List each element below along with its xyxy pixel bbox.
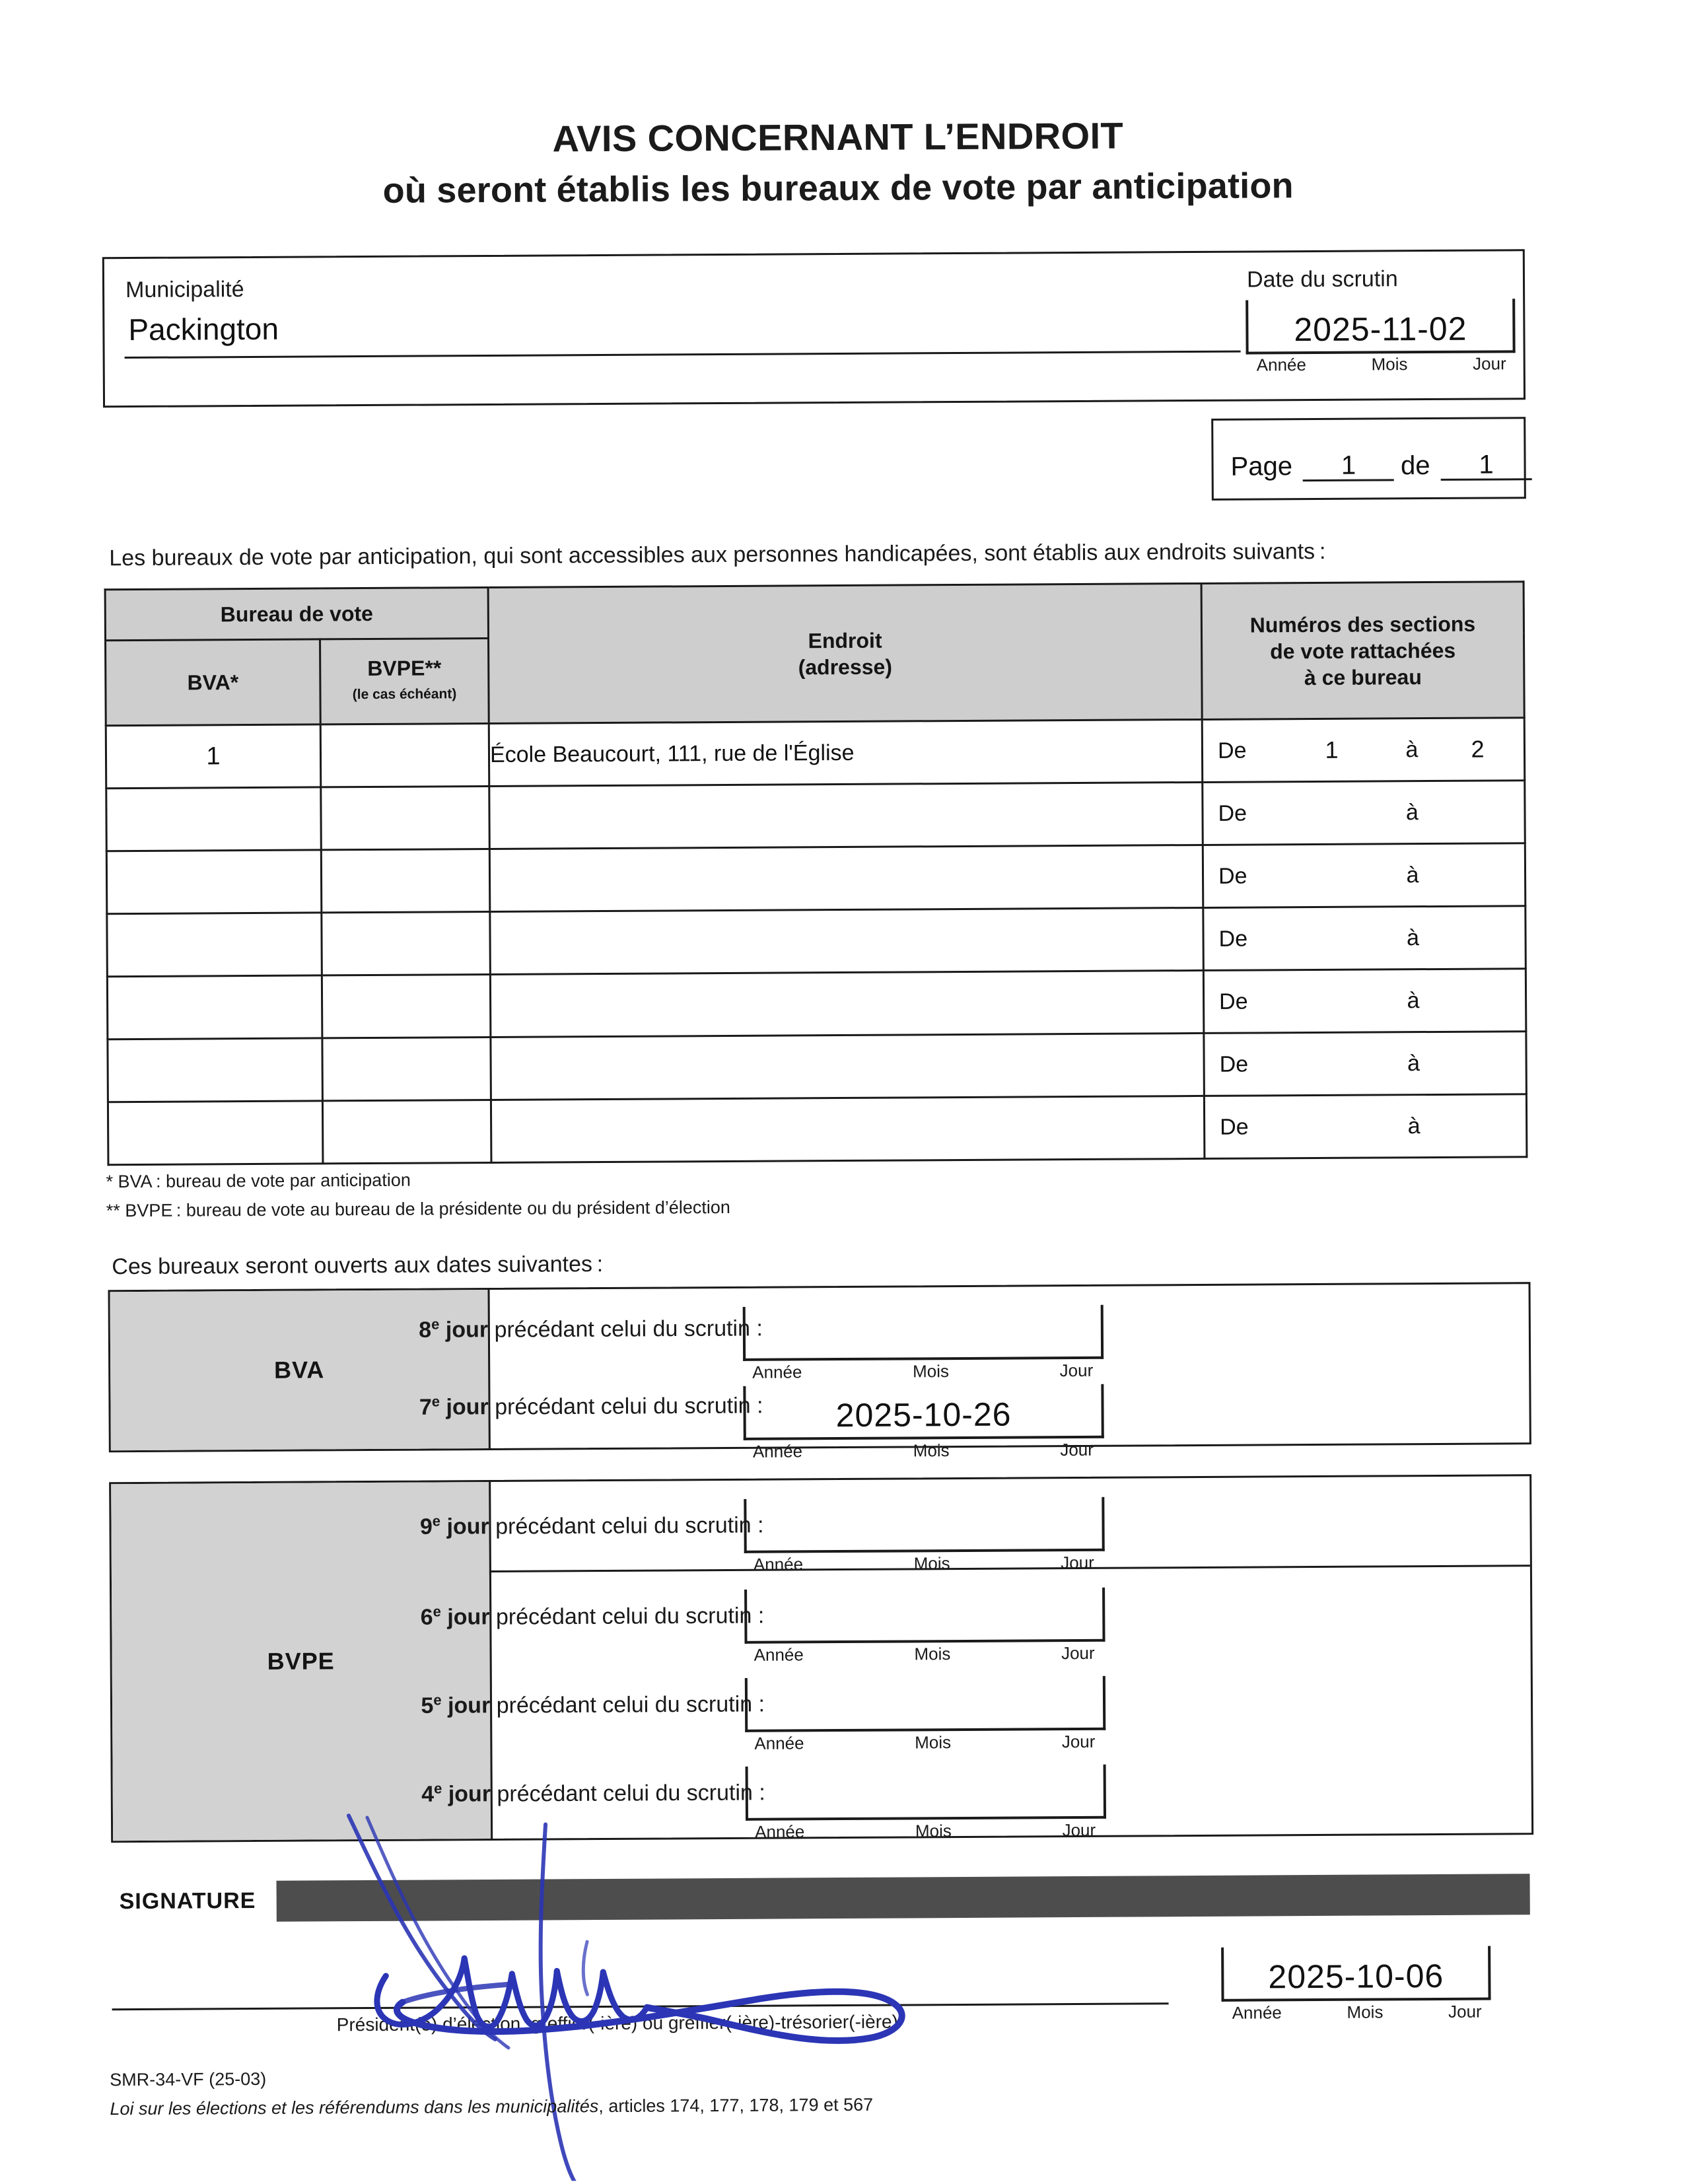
bvpe-date-value-9 (747, 1546, 1102, 1548)
cell-bva[interactable] (107, 913, 322, 977)
footnote-bvpe: ** BVPE : bureau de vote au bureau de la présidente ou du président d’élection (106, 1197, 730, 1221)
cell-bva[interactable] (107, 975, 322, 1039)
footer-law (110, 2095, 873, 2119)
cell-endroit[interactable]: École Beaucourt, 111, rue de l'Église (489, 719, 1203, 786)
table-row (108, 1094, 1527, 1165)
ymd-year: Année (1256, 355, 1306, 375)
cell-endroit[interactable] (489, 845, 1203, 911)
ymd-day: Jour (1062, 1819, 1096, 1841)
page-number-box (1211, 417, 1526, 501)
bva-row-label-8: 8e jour précédant celui du scrutin : (419, 1316, 763, 1343)
de-label: De (1219, 1051, 1249, 1077)
a-label: à (1405, 799, 1419, 825)
footer-law-italic: Loi sur les élections et les référendums dans les municipalités (110, 2096, 599, 2119)
section-to[interactable] (1432, 874, 1524, 875)
municipality-rule (125, 351, 1241, 359)
bvpe-date-box-9[interactable] (744, 1497, 1104, 1553)
title-line-2: où seront établis les bureaux de vote par anticipation (382, 166, 1294, 211)
page-current[interactable]: 1 (1303, 451, 1394, 481)
bva-row-label-7: 7e jour précédant celui du scrutin : (419, 1393, 763, 1421)
scrutin-date-value: 2025-11-02 (1294, 310, 1467, 349)
ymd-year: Année (752, 1441, 803, 1462)
ymd-day: Jour (1061, 1642, 1095, 1664)
signature-caption: Président(e) d’élection, greffier(-ière) ou greffier(-ière)-trésorier(-ière) (336, 2011, 898, 2035)
a-label: à (1406, 925, 1420, 950)
scrutin-date-box[interactable] (1245, 299, 1515, 354)
table-row (106, 718, 1525, 789)
cell-bvpe[interactable] (321, 849, 490, 912)
table-head-row-1 (105, 582, 1524, 641)
header-box (102, 249, 1526, 407)
page-word: Page (1230, 452, 1293, 481)
ymd-month: Mois (915, 1732, 952, 1753)
footer-law-rest: , articles 174, 177, 178, 179 et 567 (598, 2094, 874, 2117)
section-from[interactable]: 1 (1325, 736, 1339, 763)
scrutin-date-label: Date du scrutin (1246, 266, 1398, 293)
section-to[interactable] (1433, 937, 1525, 938)
ymd-day: Jour (1473, 353, 1506, 374)
a-label: à (1405, 736, 1419, 762)
a-label: à (1406, 862, 1419, 888)
cell-sections[interactable] (1203, 781, 1526, 845)
section-from[interactable] (1273, 875, 1393, 876)
th-sections-l3: à ce bureau (1304, 664, 1422, 689)
a-label: à (1407, 987, 1420, 1013)
a-label: à (1407, 1113, 1421, 1139)
de-label: De (1218, 863, 1247, 889)
table-row (107, 969, 1526, 1039)
ymd-day: Jour (1060, 1439, 1094, 1460)
bvpe-date-value-6 (747, 1637, 1102, 1638)
municipality-label: Municipalité (125, 277, 244, 303)
bvpe-date-row (419, 1476, 1530, 1574)
intro-text: Les bureaux de vote par anticipation, qui sont accessibles aux personnes handicapées, sont établis aux endroits suivants : (109, 538, 1326, 571)
ymd-month: Mois (915, 1821, 952, 1841)
bva-date-box-8[interactable] (743, 1305, 1104, 1361)
cell-bva[interactable] (108, 1101, 323, 1165)
page-number-row (1230, 450, 1538, 482)
bva-side-label: BVA (110, 1290, 491, 1450)
th-bvpe-main: BVPE** (367, 656, 442, 681)
cell-bvpe[interactable] (320, 723, 489, 787)
cell-sections[interactable] (1204, 1094, 1527, 1159)
ymd-year: Année (753, 1554, 804, 1574)
cell-sections[interactable] (1204, 1032, 1527, 1096)
signature-label: SIGNATURE (119, 1887, 256, 1915)
ymd-day: Jour (1061, 1731, 1096, 1752)
section-from[interactable] (1273, 1063, 1393, 1064)
th-bvpe (320, 638, 489, 724)
scrutin-ymd-labels (1257, 353, 1506, 375)
bva-date-value-8 (746, 1354, 1101, 1356)
table-row (108, 1032, 1527, 1102)
cell-bvpe[interactable] (322, 911, 491, 975)
de-label: De (1218, 800, 1247, 826)
municipality-value[interactable]: Packington (128, 311, 279, 347)
th-sections-l1: Numéros des sections (1249, 612, 1476, 637)
bvpe-date-value-4 (748, 1814, 1104, 1815)
section-to[interactable]: 2 (1471, 735, 1485, 763)
cell-endroit[interactable] (491, 1033, 1205, 1100)
bva-date-value-7: 2025-10-26 (835, 1395, 1012, 1434)
bvpe-date-value-5 (748, 1725, 1103, 1727)
bvpe-row-label-6: 6e jour précédant celui du scrutin : (420, 1603, 765, 1631)
cell-bvpe[interactable] (322, 1037, 491, 1100)
title-line-1: AVIS CONCERNANT L’ENDROIT (552, 114, 1124, 160)
ymd-day: Jour (1059, 1360, 1094, 1381)
th-sections-l2: de vote rattachées (1270, 638, 1456, 663)
cell-sections[interactable] (1203, 843, 1526, 908)
bva-rows (419, 1284, 1529, 1462)
bvpe-side-label: BVPE (111, 1482, 493, 1841)
bvpe-date-box-5[interactable] (745, 1676, 1105, 1732)
th-endroit-main: Endroit (808, 628, 882, 652)
cell-sections[interactable] (1203, 969, 1526, 1034)
th-bva: BVA* (106, 639, 321, 726)
section-to[interactable] (1434, 1125, 1526, 1126)
cell-endroit[interactable] (490, 970, 1204, 1037)
bvpe-rows (419, 1476, 1531, 1842)
cell-sections[interactable] (1202, 718, 1525, 783)
signature-ymd (1232, 2002, 1482, 2024)
polling-places-table (104, 581, 1528, 1166)
bvpe-date-row (421, 1655, 1531, 1753)
ymd-month: Mois (912, 1361, 950, 1382)
ymd-year: Année (754, 1733, 804, 1753)
cell-bvpe[interactable] (322, 974, 491, 1038)
cell-endroit[interactable] (489, 782, 1203, 849)
th-endroit-sub: (adresse) (798, 654, 893, 679)
page-of-word: de (1400, 451, 1430, 481)
footer-form-code: SMR-34-VF (25-03) (110, 2068, 267, 2090)
ymd-day: Jour (1061, 1552, 1094, 1573)
dates-intro-text: Ces bureaux seront ouverts aux dates suivantes : (112, 1251, 604, 1280)
table-row (106, 843, 1526, 914)
cell-bva[interactable] (106, 850, 322, 914)
th-endroit (488, 583, 1202, 723)
ymd-year: Année (754, 1644, 804, 1665)
a-label: à (1407, 1050, 1421, 1076)
ymd-day: Jour (1448, 2001, 1482, 2022)
page-total[interactable]: 1 (1440, 450, 1531, 481)
section-from[interactable] (1274, 1126, 1394, 1127)
ymd-month: Mois (913, 1440, 950, 1461)
cell-bvpe[interactable] (321, 786, 490, 849)
cell-bva[interactable] (108, 1038, 323, 1102)
bvpe-date-box-6[interactable] (744, 1588, 1105, 1644)
cell-bvpe[interactable] (322, 1100, 491, 1163)
ymd-month: Mois (1371, 354, 1408, 374)
ymd-month: Mois (914, 1644, 951, 1664)
table-row (107, 906, 1526, 977)
signature-rule (112, 2002, 1169, 2010)
bva-date-row (419, 1363, 1529, 1462)
th-bvpe-sub: (le cas échéant) (352, 686, 457, 703)
ymd-year: Année (752, 1362, 802, 1382)
cell-endroit[interactable] (490, 907, 1204, 974)
ymd-year: Année (755, 1821, 805, 1842)
signature-date-value: 2025-10-06 (1268, 1957, 1444, 1996)
bva-dates-block (108, 1282, 1531, 1462)
bva-ymd-7 (753, 1440, 1094, 1462)
de-label: De (1217, 738, 1247, 763)
bvpe-dates-block (109, 1474, 1533, 1843)
th-sections (1201, 582, 1524, 720)
section-from[interactable] (1272, 812, 1392, 813)
bvpe-row-label-9: 9e jour précédant celui du scrutin : (419, 1512, 764, 1540)
bva-date-row (419, 1284, 1529, 1382)
ymd-month: Mois (913, 1553, 950, 1574)
ymd-month: Mois (1347, 2002, 1384, 2022)
bvpe-row-label-5: 5e jour précédant celui du scrutin : (421, 1691, 765, 1719)
th-bureau-de-vote: Bureau de vote (105, 587, 488, 640)
footnote-bva: * BVA : bureau de vote par anticipation (106, 1170, 411, 1192)
table-row (106, 781, 1526, 851)
bvpe-date-box-4[interactable] (746, 1765, 1106, 1821)
bvpe-row-label-4: 4e jour précédant celui du scrutin : (421, 1780, 765, 1808)
cell-endroit[interactable] (491, 1096, 1205, 1162)
signature-bar (277, 1874, 1530, 1922)
ymd-year: Année (1232, 2002, 1282, 2023)
de-label: De (1218, 926, 1248, 952)
bva-date-box-7[interactable] (743, 1384, 1104, 1440)
page-title (0, 111, 1680, 213)
cell-bva[interactable]: 1 (106, 724, 321, 789)
de-label: De (1220, 1114, 1249, 1140)
cell-bva[interactable] (106, 787, 322, 851)
section-to[interactable] (1433, 1000, 1525, 1001)
signature-date-box[interactable] (1221, 1946, 1491, 2002)
bvpe-ymd-4 (755, 1820, 1096, 1843)
bvpe-date-row (421, 1744, 1531, 1842)
cell-sections[interactable] (1203, 906, 1526, 971)
de-label: De (1219, 989, 1248, 1014)
bvpe-date-row (420, 1565, 1531, 1665)
